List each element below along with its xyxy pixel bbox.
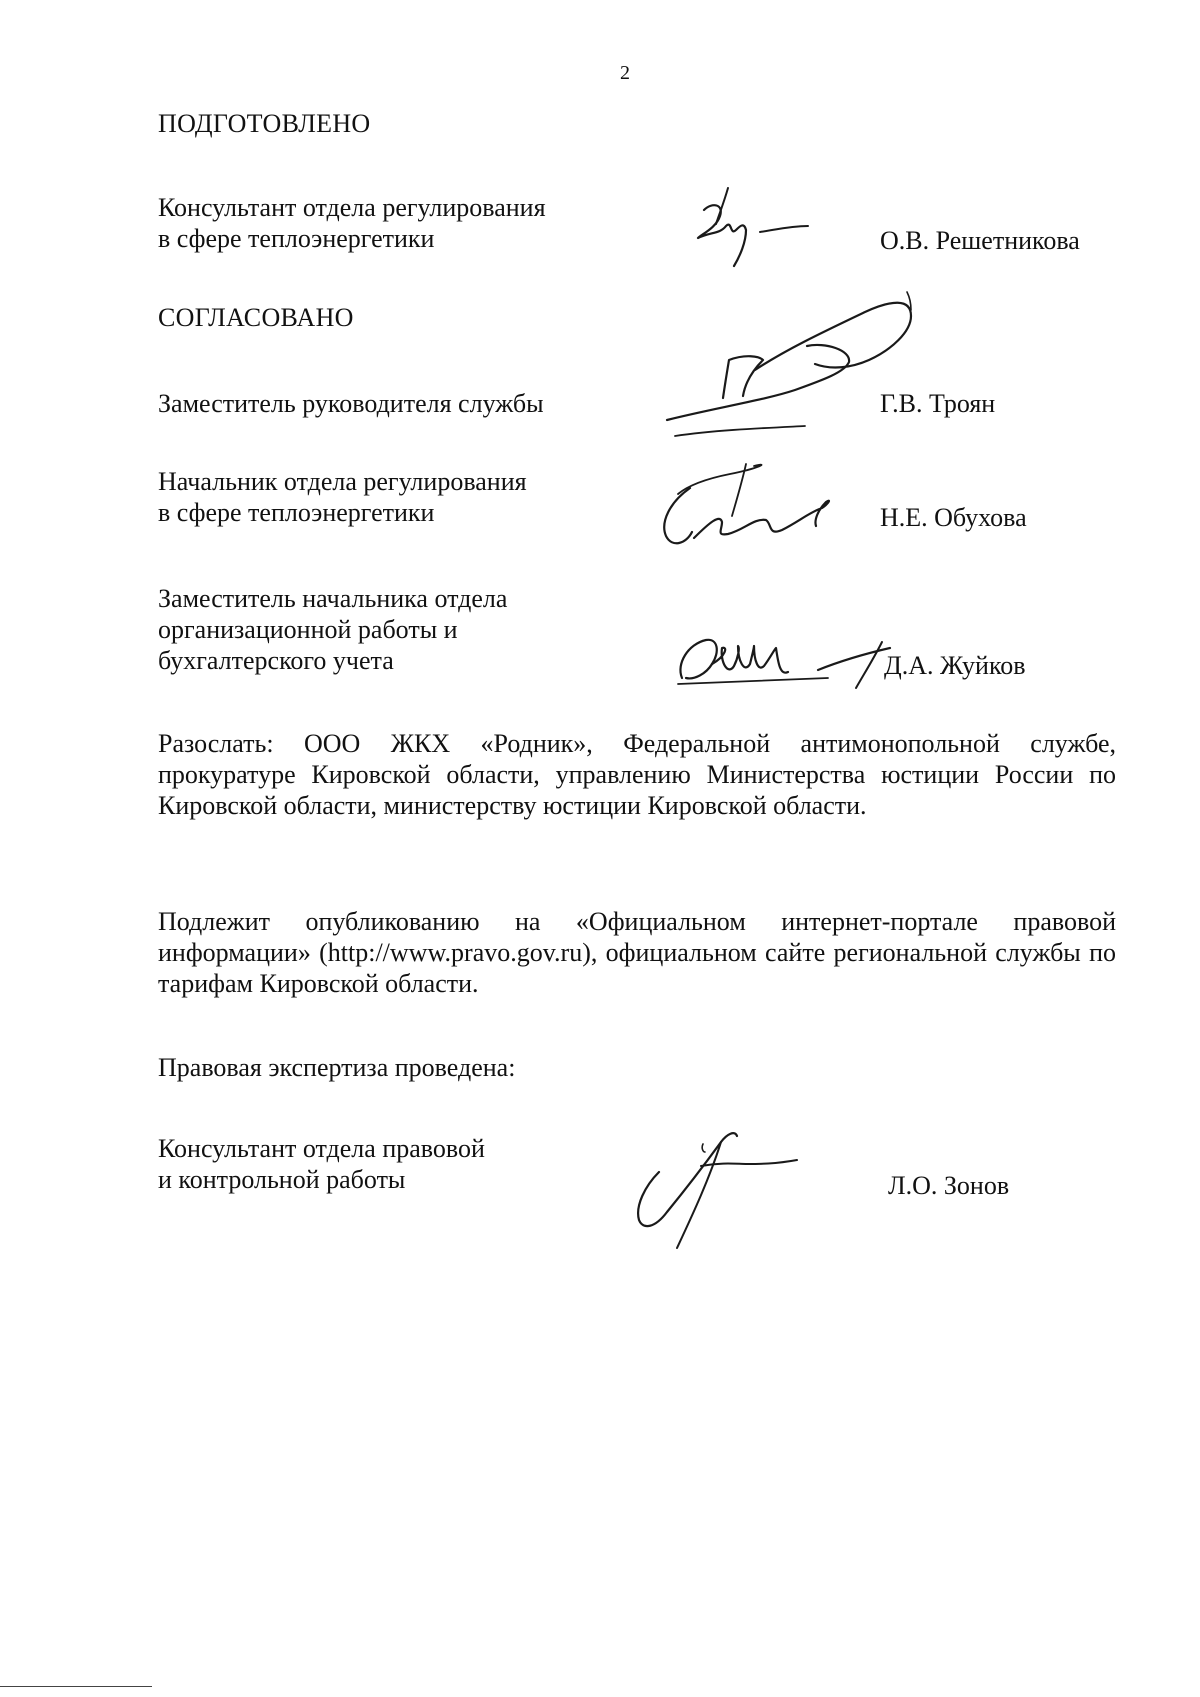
publication-note: Подлежит опубликованию на «Официальном интернет-портале правовой информации» (http://www.pravo.gov.ru), официальном сайте региональной службы по тарифам Кировской области. [158,907,1116,998]
agreed-heading: СОГЛАСОВАНО [158,303,354,332]
signer-role-obukhova: Начальник отдела регулирования в сфере теплоэнергетики [158,467,527,527]
signer-role-zhuikov: Заместитель начальника отдела организационной работы и бухгалтерского учета [158,584,508,675]
distribution-list: Разослать: ООО ЖКХ «Родник», Федеральной антимонопольной службе, прокуратуре Кировской области, управлению Министерства юстиции России по Кировской области, министерству юстиции Кировской области. [158,729,1116,820]
signature-obukhova [650,458,850,558]
signer-name-troyan: Г.В. Троян [880,389,996,418]
signer-role-troyan: Заместитель руководителя службы [158,389,544,418]
footer-divider [0,1686,152,1687]
signature-reshetnikova [690,180,820,280]
page-number: 2 [620,62,630,84]
signature-troyan [655,288,925,458]
signature-zhuikov [668,618,900,698]
prepared-role: Консультант отдела регулирования в сфере теплоэнергетики [158,193,546,253]
signer-name-obukhova: Н.Е. Обухова [880,503,1027,532]
legal-review-label: Правовая экспертиза проведена: [158,1053,516,1082]
prepared-heading: ПОДГОТОВЛЕНО [158,109,371,138]
signature-zonov [625,1120,825,1260]
prepared-name: О.В. Решетникова [880,226,1080,255]
legal-review-role: Консультант отдела правовой и контрольной работы [158,1134,485,1194]
signer-name-zhuikov: Д.А. Жуйков [884,651,1026,680]
legal-review-name: Л.О. Зонов [888,1171,1010,1200]
